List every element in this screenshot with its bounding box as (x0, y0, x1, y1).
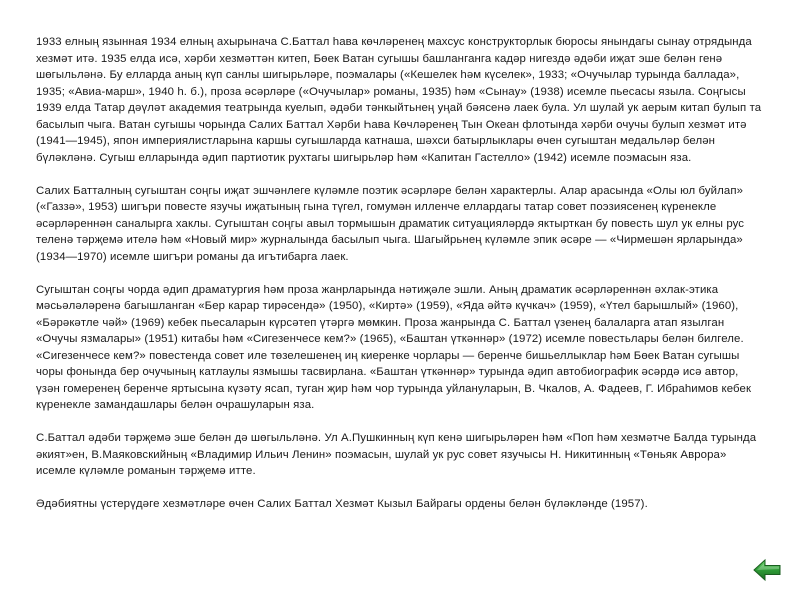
paragraph-2: Салих Батталның сугыштан соңгы иҗат эшчәнлеге күләмле поэтик әсәрләре белән характерлы. Алар арасында «Олы юл буйлап» («Газзә», 1953) шигъри повесте язучы иҗатының гына түгел, гомумән илленче еллардагы татар совет поэзиясенең күренекле әсәрләреннән саналырга хаклы. Сугыштан соңгы авыл тормышын драматик ситуацияләрдә яктырткан бу повесть шул ук елны рус теленә тәрҗемә ителә һәм «Новый мир» журналында басылып чыга. Шагыйрьнең күләмле эпик әсәре — «Чирмешән ярларында» (1934—1970) исемле шигъри романы да игътибарга лаек. (36, 184, 745, 263)
paragraph-3: Сугыштан соңгы чорда әдип драматургия һәм проза жанрларында нәтиҗәле эшли. Аның драматик әсәрләреннән әхлак-этика мәсьәләләренә багышланган «Бер карар тирәсендә» (1950), «Киртә» (1959), «Яда әйтә күчкач» (1959), «Үтел барышлый» (1960), «Бәрәкәтле чәй» (1969) кебек пьесаларын күрсәтеп үтәргә мөмкин. Проза жанрында С. Баттал үзенең балаларга атап язылган «Очучы язмалары» (1951) китабы һәм «Сигезенчесе кем?» (1965), «Баштан үткәннәр» (1972) исемле повестьлары белән билгеле. «Сигезенчесе кем?» повестенда совет иле төзелешенең иң киеренке чорлары — беренче бишьеллыклар һәм Бөек Ватан сугышы чоры фонында бер очучының катлаулы язмышы тасвирлана. «Баштан үткәннәр» турында әдип автобиографик әсәрдә исә автор, үзән гомеренең беренче яртысына күзәту ясап, туган җир һәм чор турында уйлануларын, В. Чкалов, А. Фадеев, Г. Ибраһимов кебек күренекле замандашлары белән очрашуларын яза. (36, 283, 752, 411)
paragraph-5: Әдәбиятны үстерүдәге хезмәтләре өчен Салих Баттал Хезмәт Кызыл Байрагы ордены белән бүләкләнде (1957). (36, 498, 648, 510)
paragraph-4: С.Баттал әдәби тәрҗемә эше белән дә шөгыльләнә. Ул А.Пушкинның күп кенә шигырьләрен һәм «Поп һәм хезмәтче Балда турында әкият»ен, В.Маяковскийның «Владимир Ильич Ленин» поэмасын, шулай ук рус совет язучысы Н. Никитинның «Төньяк Аврора» исемле күләмле романын тәрҗемә итте. (36, 432, 757, 477)
back-button[interactable] (752, 558, 782, 582)
back-arrow-icon (752, 558, 782, 582)
document-body (36, 34, 764, 529)
paragraph-1: 1933 елның язынная 1934 елның ахырынача С.Баттал һава көчләренең махсус конструкторлык бюросы янындагы сынау отрядында хезмәт итә. 1935 елда исә, хәрби хезмәттән китеп, Бөек Ватан сугышы башланганга кадәр нигездә әдәби иҗат эше белән генә шөгыльләнә. Бу елларда аның күп санлы шигырьләре, поэмалары («Кешелек һәм күселек», 1933; «Очучылар турында баллада», 1935; «Авиа-марш», 1940 h. б.), проза әсәрләре («Очучылар» романы, 1935) һәм «Сынау» (1938) исемле пьесасы языла. Соңгысы 1939 елда Татар дәүләт академия театрында куелып, әдәби тәнкыйтьнең уңай бәясенә лаек була. Ул шулай ук аерым китап булып та басылып чыга. Ватан сугышы чорында Салих Баттал Хәрби Һава Көчләренең Тын Океан флотында хәрби очучы булып хезмәт итә (1941—1945), япон империялистларына каршы сугышларда катнаша, шәхси батырлыклары өчен сугыштан медальләр белән бүләкләнә. Сугыш елларында әдип партиотик рухтагы шигырьләр һәм «Капитан Гастелло» (1942) исемле поэмасын яза. (36, 36, 762, 164)
